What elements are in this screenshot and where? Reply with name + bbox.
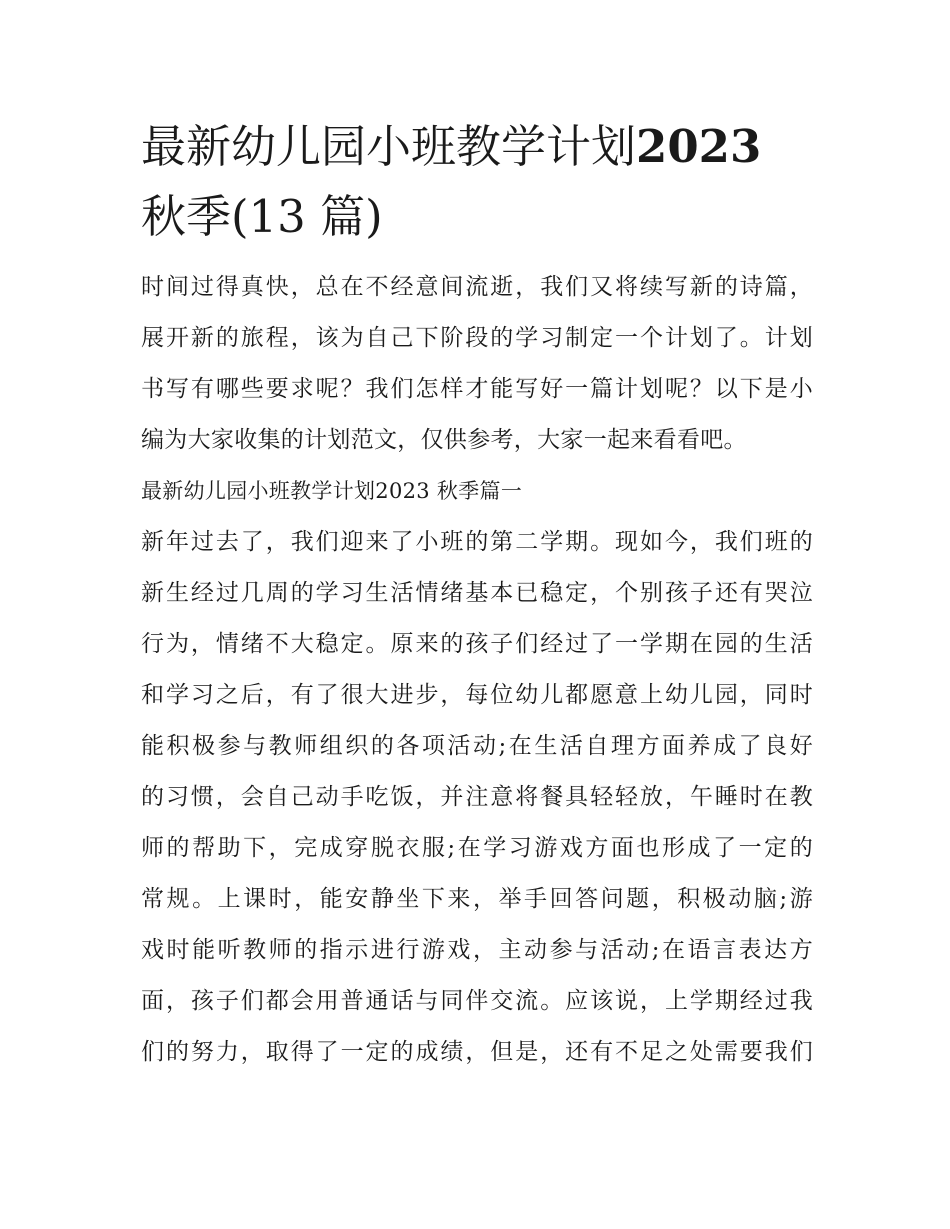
body-line: 能积极参与教师组织的各项活动;在生活自理方面养成了良好 [141, 733, 813, 759]
title-line-1 [141, 112, 813, 182]
intro-paragraph [141, 262, 813, 466]
title-line-2: 秋季(13 篇) [141, 190, 383, 243]
body-line: 戏时能听教师的指示进行游戏，主动参与活动;在语言表达方 [141, 937, 813, 963]
intro-line: 编为大家收集的计划范文，仅供参考，大家一起来看看吧。 [141, 427, 747, 453]
intro-line: 展开新的旅程，该为自己下阶段的学习制定一个计划了。计划 [141, 325, 813, 351]
body-line: 新生经过几周的学习生活情绪基本已稳定，个别孩子还有哭泣 [141, 580, 813, 606]
document-title [141, 112, 813, 252]
body-line: 面，孩子们都会用普通话与同伴交流。应该说，上学期经过我 [141, 988, 813, 1014]
document-page [141, 112, 813, 1078]
body-line: 和学习之后，有了很大进步，每位幼儿都愿意上幼儿园，同时 [141, 682, 813, 708]
body-line: 们的努力，取得了一定的成绩，但是，还有不足之处需要我们 [141, 1039, 813, 1065]
body-paragraph [141, 517, 813, 1078]
title-year: 2023 [636, 120, 762, 173]
body-line: 新年过去了，我们迎来了小班的第二学期。现如今，我们班的 [141, 529, 813, 555]
body-line: 师的帮助下，完成穿脱衣服;在学习游戏方面也形成了一定的 [141, 835, 813, 861]
body-line: 常规。上课时，能安静坐下来，举手回答问题，积极动脑;游 [141, 886, 813, 912]
section-heading: 最新幼儿园小班教学计划2023 秋季篇一 [141, 479, 523, 503]
intro-line: 书写有哪些要求呢？我们怎样才能写好一篇计划呢？以下是小 [141, 376, 813, 402]
body-line: 行为，情绪不大稳定。原来的孩子们经过了一学期在园的生活 [141, 631, 813, 657]
intro-line: 时间过得真快，总在不经意间流逝，我们又将续写新的诗篇， [141, 274, 813, 300]
body-line: 的习惯，会自己动手吃饭，并注意将餐具轻轻放，午睡时在教 [141, 784, 813, 810]
title-text: 最新幼儿园小班教学计划 [141, 120, 637, 173]
